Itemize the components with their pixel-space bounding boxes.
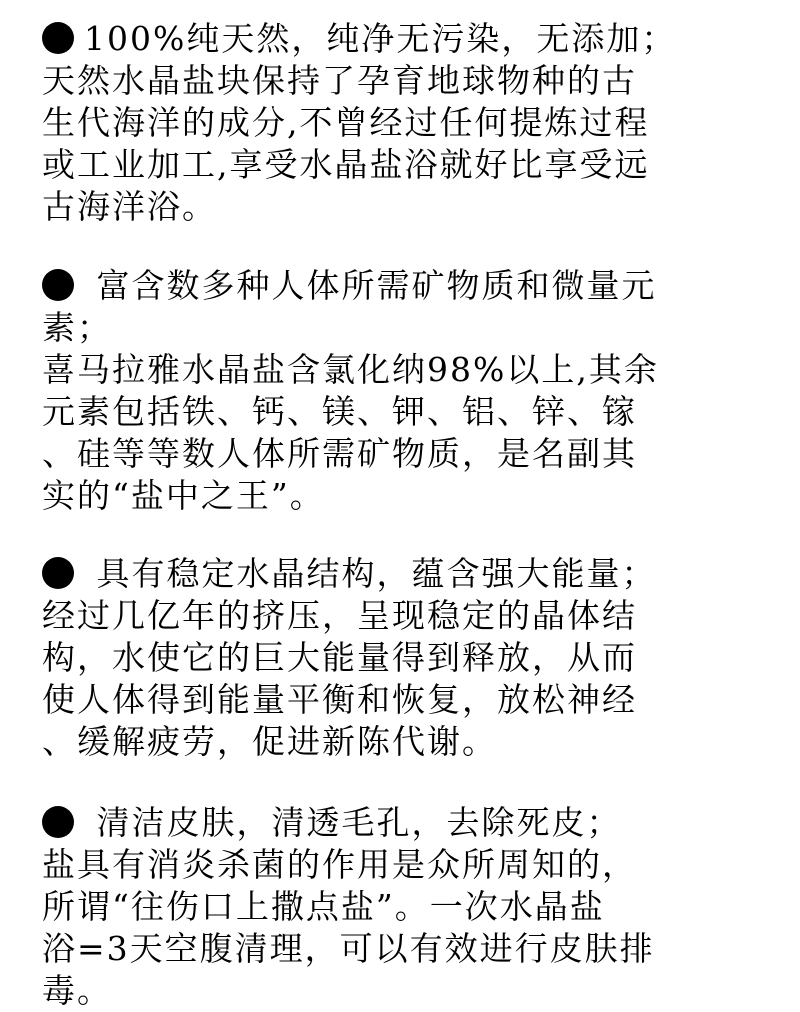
section-text-line: 浴=3天空腹清理，可以有效进行皮肤排 [42,929,655,968]
section-text-line: 或工业加工,享受水晶盐浴就好比享受远 [42,145,650,184]
section-text-line: 清洁皮肤，清透毛孔，去除死皮； [84,803,622,842]
section-text-line: 素； [42,308,112,347]
section-text-line: 100%纯天然，纯净无污染，无添加； [84,19,677,58]
section-text-line: 生代海洋的成分,不曾经过任何提炼过程 [42,103,650,142]
section-heading-line [42,265,782,307]
section-heading-line [42,553,782,595]
section-heading-line [42,802,782,844]
section-text-line: 富含数多种人体所需矿物质和微量元 [84,266,657,305]
section-heading-line [42,18,782,60]
section-text-line: 所谓“往伤口上撒点盐”。一次水晶盐 [42,887,605,926]
section-text-line: 构，水使它的巨大能量得到释放，从而 [42,638,637,677]
section-text-line: 、缓解疲劳，促进新陈代谢。 [42,722,497,761]
bullet-icon [42,269,74,301]
section-minerals [42,265,782,517]
section-text-line: 实的“盐中之王”。 [42,476,325,515]
section-text-line: 古海洋浴。 [42,187,217,226]
section-skin-cleansing [42,802,782,1012]
section-text-line: 具有稳定水晶结构，蕴含强大能量； [84,554,657,593]
section-crystal-energy [42,553,782,763]
section-text-line: 喜马拉雅水晶盐含氯化纳98%以上,其余 [42,350,659,389]
bullet-icon [42,22,74,54]
section-text-line: 毒。 [42,971,112,1010]
section-text-line: 元素包括铁、钙、镁、钾、铝、锌、镓 [42,392,637,431]
section-text-line: 经过几亿年的挤压，呈现稳定的晶体结 [42,596,637,635]
section-text-line: 、硅等等数人体所需矿物质，是名副其 [42,434,637,473]
section-text-line: 盐具有消炎杀菌的作用是众所周知的， [42,845,637,884]
section-text-line: 使人体得到能量平衡和恢复，放松神经 [42,680,637,719]
bullet-icon [42,557,74,589]
bullet-icon [42,806,74,838]
section-text-line: 天然水晶盐块保持了孕育地球物种的古 [42,61,637,100]
section-natural-purity [42,18,782,228]
